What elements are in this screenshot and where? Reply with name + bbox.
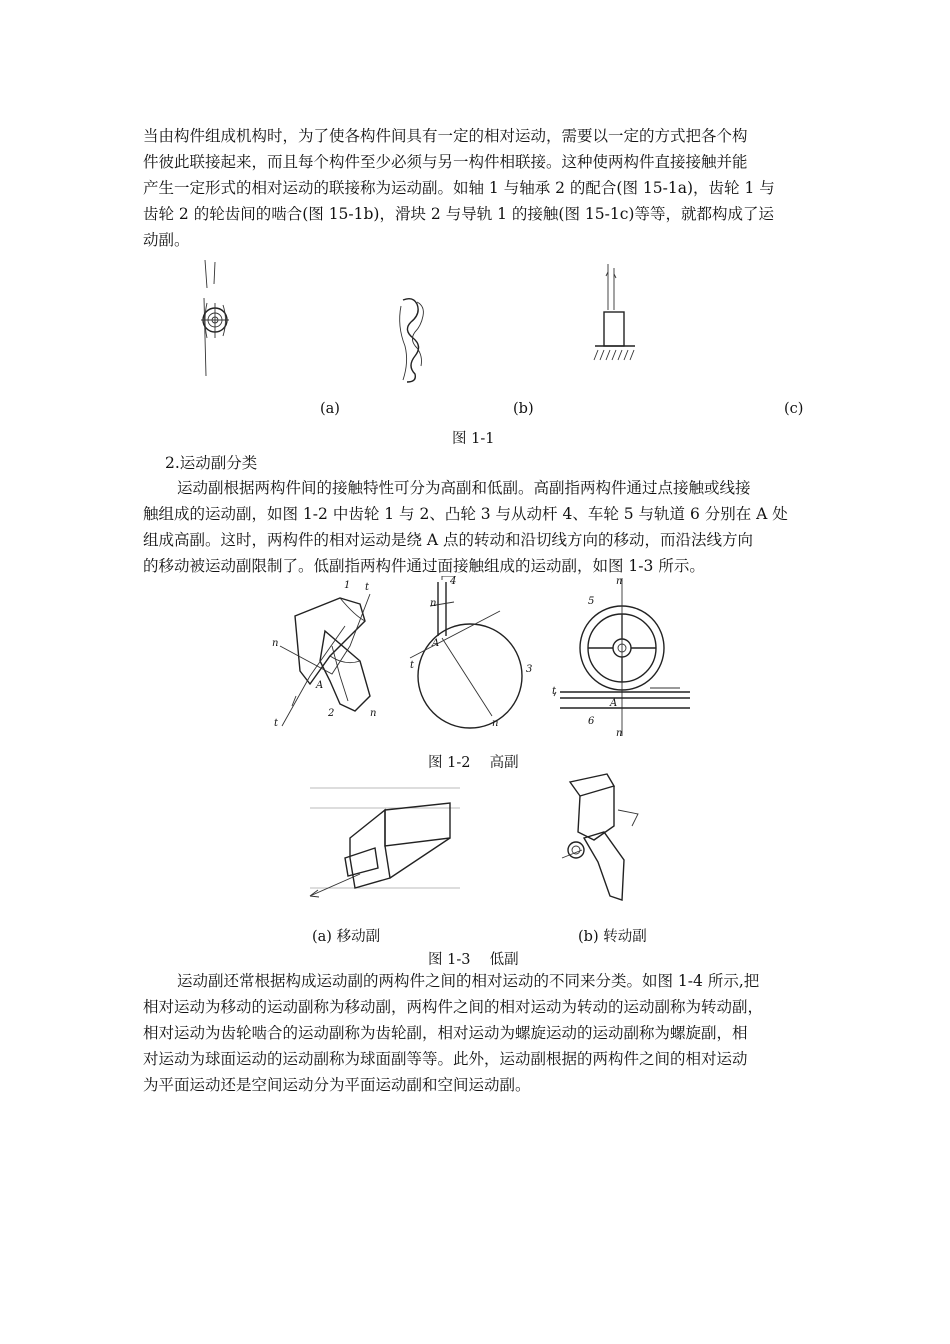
- text-line: 产生一定形式的相对运动的联接称为运动副。如轴 1 与轴承 2 的配合(图 15-1a)，齿轮 1 与: [143, 179, 775, 197]
- cam-follower-drawing: [410, 576, 532, 729]
- figure-1-2-caption: 图 1-2 高副: [428, 755, 519, 771]
- label-5: 5: [588, 596, 595, 607]
- paragraph-higher-lower-pairs: [143, 475, 813, 579]
- section-heading-kinematic-pair-classification: 2.运动副分类: [165, 454, 258, 472]
- paragraph-pair-classification-by-motion: [143, 968, 813, 1098]
- label-n: n: [492, 718, 499, 729]
- figure-1-3a-prismatic-pair: [300, 778, 470, 908]
- label-t: t: [365, 582, 370, 593]
- label-A: A: [432, 638, 440, 649]
- text-line: 相对运动为齿轮啮合的运动副称为齿轮副，相对运动为螺旋运动的运动副称为螺旋副，相: [143, 1024, 748, 1042]
- text-line: 件彼此联接起来，而且每个构件至少必须与另一构件相联接。这种使两构件直接接触并能: [143, 153, 748, 171]
- figure-1-3b-revolute-pair: [552, 770, 662, 905]
- label-t: t: [410, 660, 415, 671]
- text-line: 当由构件组成机构时，为了使各构件间具有一定的相对运动，需要以一定的方式把各个构: [143, 127, 748, 145]
- figure-1-3-caption: 图 1-3 低副: [428, 952, 519, 968]
- label-A: A: [316, 680, 324, 691]
- figure-1-3b-label: (b) 转动副: [578, 929, 647, 945]
- figure-1-1a-shaft-bearing: [193, 258, 243, 383]
- label-n: n: [616, 576, 623, 587]
- gear-pair-drawing: [272, 580, 376, 729]
- label-t: t: [552, 686, 557, 697]
- wheel-rail-drawing: [552, 576, 690, 739]
- text-line: 触组成的运动副，如图 1-2 中齿轮 1 与 2、凸轮 3 与从动杆 4、车轮 5 与轨道 6 分别在 A 处: [143, 505, 788, 523]
- label-n: n: [370, 708, 377, 719]
- paragraph-kinematic-pair-definition: [143, 123, 813, 253]
- label-3: 3: [526, 664, 533, 675]
- figure-1-1b-gear-teeth: [395, 296, 435, 386]
- figure-1-3a-label: (a) 移动副: [312, 929, 381, 945]
- text-line: 对运动为球面运动的运动副称为球面副等等。此外，运动副根据的两构件之间的相对运动: [143, 1050, 748, 1068]
- figure-1-1a-label: (a): [320, 401, 340, 417]
- label-6: 6: [588, 716, 595, 727]
- text-line: 动副。: [143, 231, 190, 249]
- label-n: n: [272, 638, 279, 649]
- text-line: 运动副还常根据构成运动副的两构件之间的相对运动的不同来分类。如图 1-4 所示,把: [177, 972, 760, 990]
- text-line: 的移动被运动副限制了。低副指两构件通过面接触组成的运动副，如图 1-3 所示。: [143, 557, 705, 575]
- text-line: 齿轮 2 的轮齿间的啮合(图 15-1b)，滑块 2 与导轨 1 的接触(图 15-1c)等等，就都构成了运: [143, 205, 774, 223]
- label-n: n: [430, 598, 437, 609]
- figure-1-1c-slider-guide: [590, 262, 650, 377]
- text-line: 运动副根据两构件间的接触特性可分为高副和低副。高副指两构件通过点接触或线接: [177, 479, 751, 497]
- label-1: 1: [344, 580, 351, 591]
- figure-1-1b-label: (b): [513, 401, 534, 417]
- text-line: 为平面运动还是空间运动分为平面运动副和空间运动副。: [143, 1076, 531, 1094]
- text-line: 组成高副。这时，两构件的相对运动是绕 A 点的转动和沿切线方向的移动，而沿法线方向: [143, 531, 754, 549]
- label-n: n: [616, 728, 623, 739]
- figure-1-2-higher-pairs: [270, 576, 700, 741]
- label-2: 2: [328, 708, 335, 719]
- label-4: 4: [450, 576, 457, 587]
- text-line: 相对运动为移动的运动副称为移动副，两构件之间的相对运动为转动的运动副称为转动副，: [143, 998, 764, 1016]
- label-A: A: [610, 698, 618, 709]
- figure-1-1-caption: 图 1-1: [452, 431, 495, 447]
- figure-1-1c-label: (c): [784, 401, 804, 417]
- label-t: t: [274, 718, 279, 729]
